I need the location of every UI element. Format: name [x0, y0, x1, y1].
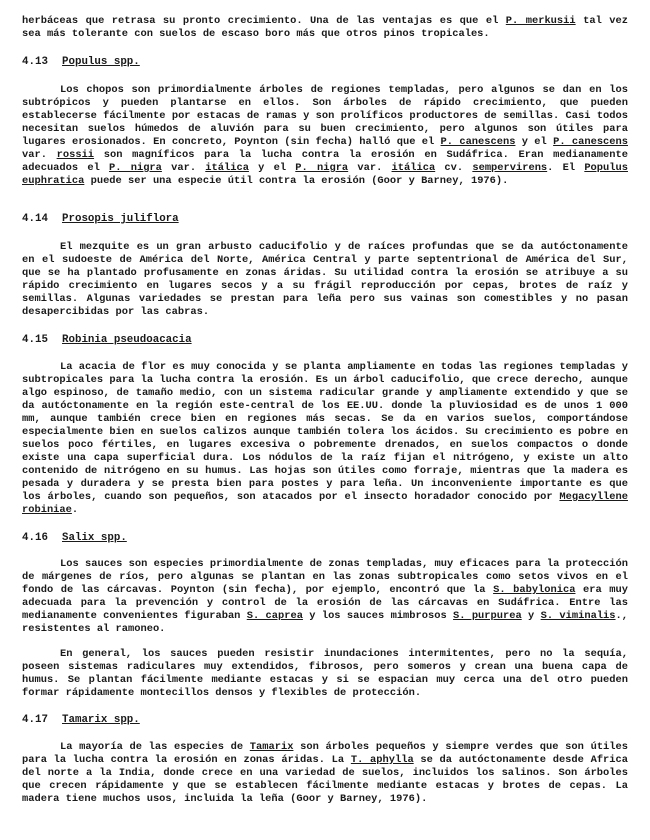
text-run: var.: [348, 162, 392, 174]
species-name: S. purpurea: [453, 610, 522, 622]
text-run: y los sauces mimbrosos: [302, 610, 454, 622]
section-title: Populus spp.: [62, 56, 140, 68]
continued-paragraph: [22, 15, 628, 41]
text-run: var.: [161, 162, 206, 174]
text-run: son árboles pequeños y siempre verdes que son útiles para la lucha contra la erosión en zonas áridas. La: [22, 741, 628, 766]
section-title: Salix spp.: [62, 532, 127, 544]
text-run: y el: [248, 162, 296, 174]
species-name: Megacyllene robiniae: [22, 491, 628, 516]
section-heading-4-17: [22, 714, 628, 727]
species-name: P. merkusii: [505, 15, 576, 27]
text-run: .: [71, 504, 79, 516]
section-heading-4-16: [22, 532, 628, 545]
section-number: 4.14: [22, 213, 48, 225]
text-run: var.: [22, 149, 57, 161]
text-run: herbáceas que retrasa su pronto crecimiento. Una de las ventajas es que el: [22, 15, 506, 27]
section-title: Robinia pseudoacacia: [62, 334, 192, 346]
species-name: P. canescens: [440, 136, 516, 148]
section-number: 4.17: [22, 714, 48, 726]
paragraph-salix-2: En general, los sauces pueden resistir inundaciones intermitentes, pero no la sequía, poseen sistemas radiculares muy extendidos, fibrosos, pero someros y crean una buena capa de humus. Se plantan fácilmente mediante estacas y si se espacian muy cerca una del otro pueden formar rápidamente montecillos densos y flexibles de protección.: [22, 648, 628, 699]
species-name: P. nigra: [295, 162, 349, 174]
text-run: se da autóctonamente desde Africa del norte a la India, donde crece en una variedad de suelos, incluidos los salinos. Son árboles que crecen rápidamente y que se establecen fácilmente mediante estacas y brotes de cepas. La madera tiene muchos usos, incluida la leña (Goor y Barney, 1976).: [22, 754, 628, 805]
paragraph-robinia: [22, 361, 628, 517]
species-name: itálica: [205, 162, 249, 174]
species-name: P. nigra: [109, 162, 162, 174]
paragraph-salix-1: [22, 558, 628, 636]
text-run: tal vez sea más tolerante con suelos de escaso boro más que otros pinos tropicales.: [22, 15, 629, 40]
text-run: Los chopos son primordialmente árboles de regiones templadas, pero algunos se dan en los subtrópicos y pueden plantarse en ellos. Son árboles de rápido crecimiento, que pueden establecerse fácilmente por estacas de ramas y son prolíficos productores de semillas. Casi todos necesitan suelos húmedos de aluvión para su buen crecimiento, pero algunos son útiles para lugares erosionados. En concreto, Poynton (sin fecha) halló que el: [22, 84, 628, 148]
species-name: S. babylonica: [493, 584, 576, 596]
section-heading-4-15: [22, 334, 628, 347]
section-heading-4-13: [22, 56, 628, 69]
section-number: 4.16: [22, 532, 48, 544]
species-name: rossii: [56, 149, 95, 161]
text-run: . El: [547, 162, 585, 174]
species-name: T. aphylla: [350, 754, 414, 766]
text-run: y el: [515, 136, 554, 148]
text-run: La acacia de flor es muy conocida y se planta ampliamente en todas las regiones templadas y subtropicales para la lucha contra la erosión. Es un árbol caducifolio, que crece derecho, aunque algo espinoso, de tamaño medio, con un sistema radicular grande y ampliamente extendido y que se da autóctonamente en la región este-central de los EE.UU. donde la pluviosidad es de unos 1 000 mm, aunque también crece bien en regiones más secas. Se da en varios suelos, comportándose especialmente bien en suelos calizos aunque también tolera los ácidos. Su crecimiento es pobre en suelos poco fértiles, en lugares excesiva o pobremente drenados, en suelos compactos o donde existe una capa superficial dura. Los nódulos de la raíz fijan el nitrógeno, y existe un alto contenido de nitrógeno en su humus. Las hojas son útiles como forraje, mientras que la madera es pesada y duradera y se presta bien para postes y para leña. Un inconveniente importante es que los árboles, cuando son pequeños, son atacados por el insecto horadador conocido por: [22, 361, 628, 503]
section-heading-4-14: [22, 213, 628, 226]
text-run: son magníficos para la lucha contra la erosión en Sudáfrica. Eran medianamente adecuados el: [22, 149, 628, 174]
section-title: Tamarix spp.: [62, 714, 140, 726]
species-name: sempervirens: [472, 162, 548, 174]
species-name: Tamarix: [249, 741, 294, 753]
text-run: era muy adecuada para la prevención y control de la erosión de las cárcavas en Sudáfrica. Entre las medianamente convenientes figuraban: [22, 584, 629, 622]
species-name: S. caprea: [246, 610, 303, 622]
text-run: puede ser una especie útil contra la erosión (Goor y Barney, 1976).: [84, 175, 509, 187]
species-name: P. canescens: [553, 136, 628, 148]
text-run: Los sauces son especies primordialmente de zonas templadas, muy eficaces para la protección de márgenes de ríos, pero algunas se plantan en las zonas subtropicales como setos vivos en el fondo de las cárcavas. Poynton (sin fecha), por ejemplo, encontró que la: [22, 558, 628, 596]
species-name: itálica: [391, 162, 436, 174]
text-run: cv.: [435, 162, 473, 174]
text-run: ., resistentes al ramoneo.: [22, 610, 629, 635]
species-name: Populus euphratica: [22, 162, 628, 187]
text-run: La mayoría de las especies de: [60, 741, 250, 753]
paragraph-prosopis: El mezquite es un gran arbusto caducifolio y de raíces profundas que se da autóctonamente en el sudoeste de América del Norte, América Central y parte septentrional de América del Sur, que se ha plantado profusamente en zonas áridas. Su utilidad contra la erosión se atribuye a su rápido crecimiento en lugares secos y a su frágil reproducción por cepas, brotes de raíz y semillas. Algunas variedades se prestan para leña pero sus vainas son comestibles y no pasan desapercibidas por las cabras.: [22, 241, 628, 318]
section-number: 4.13: [22, 56, 48, 68]
paragraph-tamarix: [22, 741, 628, 806]
paragraph-populus: [22, 84, 628, 188]
species-name: S. viminalis: [540, 610, 616, 622]
section-number: 4.15: [22, 334, 48, 346]
text-run: y: [521, 610, 541, 622]
section-title: Prosopis juliflora: [62, 213, 179, 225]
